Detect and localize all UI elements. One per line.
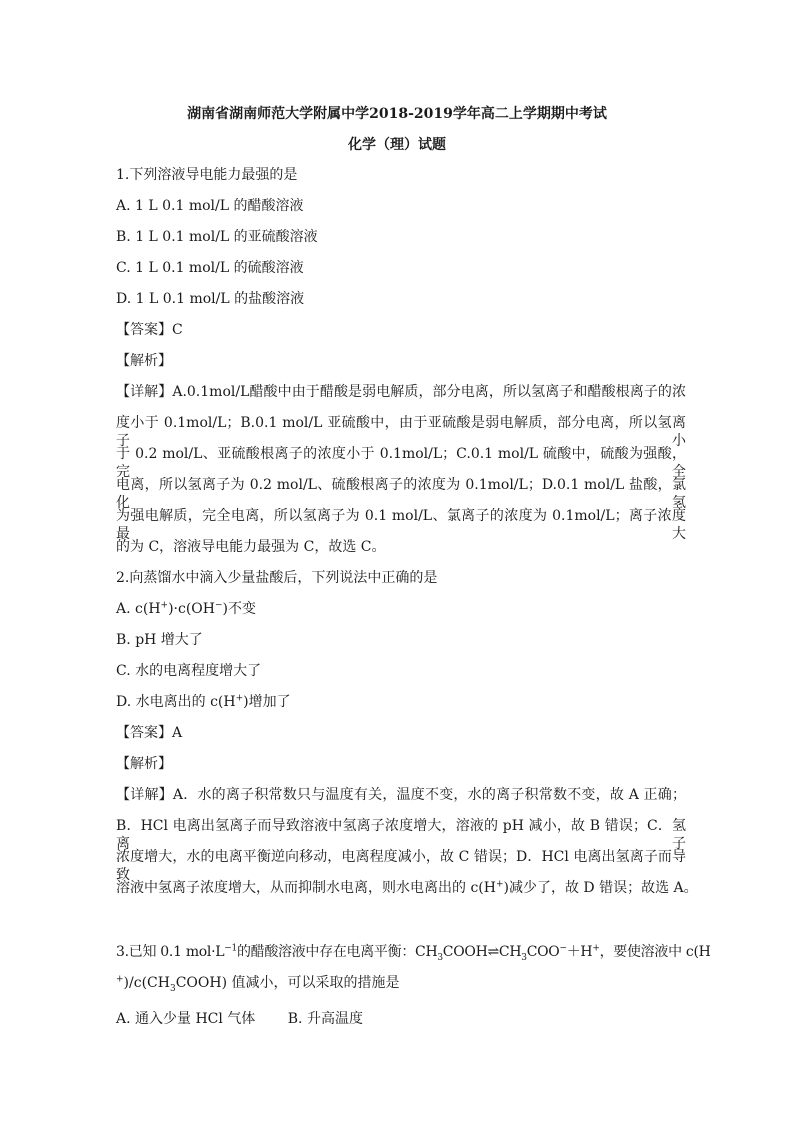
question-1-stem: 1.下列溶液导电能力最强的是 [116, 167, 298, 183]
question-1-detail-line: 为强电解质，完全电离，所以氢离子为 0.1 mol/L、氯离子的浓度为 0.1mol/L；离子浓度最大 [116, 508, 686, 542]
question-2-stem: 2.向蒸馏水中滴入少量盐酸后，下列说法中正确的是 [116, 570, 438, 586]
question-2-detail-line: 【详解】A．水的离子积常数只与温度有关，温度不变，水的离子积常数不变，故 A 正确； [116, 787, 686, 803]
document-title: 湖南省湖南师范大学附属中学2018-2019学年高二上学期期中考试 [187, 106, 607, 122]
question-1-analysis-label: 【解析】 [116, 353, 172, 369]
question-1-option-b: B. 1 L 0.1 mol/L 的亚硫酸溶液 [116, 229, 318, 245]
question-1-detail-line: 的为 C，溶液导电能力最强为 C，故选 C。 [116, 539, 386, 555]
question-1-answer: 【答案】C [116, 322, 183, 338]
question-1-detail-line: 电离，所以氢离子为 0.2 mol/L、硫酸根离子的浓度为 0.1mol/L；D.0.1 mol/L 盐酸，氯化氢 [116, 477, 686, 511]
question-3-options-line: A. 通入少量 HCl 气体 B. 升高温度 [116, 1011, 363, 1027]
question-1-option-d: D. 1 L 0.1 mol/L 的盐酸溶液 [116, 291, 305, 307]
question-2-answer: 【答案】A [116, 725, 183, 741]
question-1-option-c: C. 1 L 0.1 mol/L 的硫酸溶液 [116, 260, 304, 276]
document-subtitle: 化学（理）试题 [348, 137, 446, 153]
equilibrium-arrow: ⇌ [487, 944, 499, 960]
question-2-option-b: B. pH 增大了 [116, 632, 203, 648]
question-3-stem-line-2: $^+)/c(CH_3COOH)$ 值减小，可以采取的措施是 [116, 974, 400, 994]
question-2-analysis-label: 【解析】 [116, 756, 172, 772]
question-2-option-a: A. c(H+)·c(OH−)不变 [116, 600, 256, 617]
question-1-detail-line: 度小于 0.1mol/L；B.0.1 mol/L 亚硫酸中，由于亚硫酸是弱电解质，部分电离，所以氢离子小 [116, 415, 686, 449]
question-1-option-a: A. 1 L 0.1 mol/L 的醋酸溶液 [116, 198, 304, 214]
question-2-detail-line: B．HCl 电离出氢离子而导致溶液中氢离子浓度增大，溶液的 pH 减小，故 B 错误；C．氢离子 [116, 818, 686, 852]
question-1-detail-line: 于 0.2 mol/L、亚硫酸根离子的浓度小于 0.1mol/L；C.0.1 mol/L 硫酸中，硫酸为强酸，完全 [116, 446, 686, 480]
question-2-detail-line: 溶液中氢离子浓度增大，从而抑制水电离，则水电离出的 c(H+)减少了，故 D 错误；故选 A。 [116, 879, 698, 896]
question-3-stem-line-1: 3.已知 0.1 $mol\cdot L^{-1}$的醋酸溶液中存在电离平衡：$CH_3COOH\rightleftharpoons CH_3COO^-+H^+$，要使溶液中 c(H [116, 943, 711, 963]
question-1-detail-line: 【详解】A.0.1mol/L醋酸中由于醋酸是弱电解质，部分电离，所以氢离子和醋酸根离子的浓 [116, 384, 686, 400]
question-2-detail-line: 浓度增大，水的电离平衡逆向移动，电离程度减小，故 C 错误；D．HCl 电离出氢离子而导致 [116, 849, 686, 883]
question-2-option-d: D. 水电离出的 c(H+)增加了 [116, 693, 291, 710]
question-2-option-c: C. 水的电离程度增大了 [116, 663, 262, 679]
